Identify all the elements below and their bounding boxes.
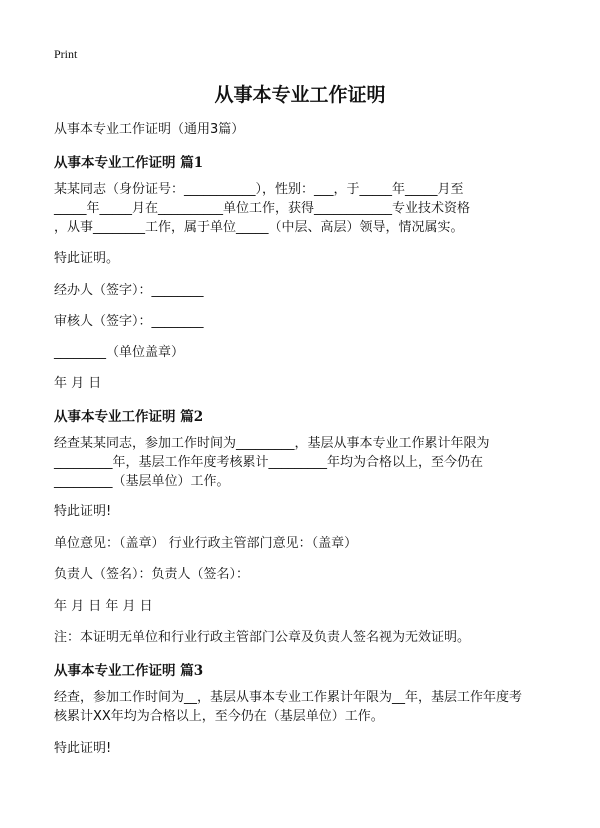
subtitle: 从事本专业工作证明（通用3篇） <box>54 122 245 137</box>
section1-handler-signature: 经办人（签字）：________ <box>54 283 204 298</box>
section1-certify: 特此证明。 <box>54 251 120 266</box>
section2-heading: 从事本专业工作证明 篇2 <box>54 409 204 425</box>
print-label: Print <box>54 47 78 61</box>
section1-seal: ________（单位盖章） <box>54 345 185 360</box>
section2-date: 年 月 日 年 月 日 <box>54 599 153 614</box>
section2-certify: 特此证明! <box>54 504 112 519</box>
section2-line1: 经查某某同志，参加工作时间为_________，基层从事本专业工作累计年限为 <box>54 436 490 451</box>
document-title: 从事本专业工作证明 <box>214 84 386 106</box>
section1-line3: ，从事________工作，属于单位_____（中层、高层）领导，情况属实。 <box>54 220 464 235</box>
section3-heading: 从事本专业工作证明 篇3 <box>54 663 204 679</box>
section1-line1: 某某同志（身份证号：___________），性别：___，于_____年_____月至 <box>54 182 464 197</box>
section2-responsible: 负责人（签名）：负责人（签名）： <box>54 567 250 582</box>
section1-date: 年 月 日 <box>54 376 102 391</box>
section1-heading: 从事本专业工作证明 篇1 <box>54 155 204 171</box>
section2-line2: _________年，基层工作年度考核累计_________年均为合格以上，至今仍在 <box>54 455 484 470</box>
section2-note: 注：本证明无单位和行业行政主管部门公章及负责人签名视为无效证明。 <box>54 630 471 645</box>
section1-line2: _____年_____月在__________单位工作，获得____________专业技术资格 <box>54 201 471 216</box>
section3-line1: 经查，参加工作时间为__，基层从事本专业工作累计年限为__年，基层工作年度考 <box>54 690 523 705</box>
section3-certify: 特此证明! <box>54 741 112 756</box>
section1-reviewer-signature: 审核人（签字）：________ <box>54 314 204 329</box>
section2-opinion: 单位意见：（盖章） 行业行政主管部门意见：（盖章） <box>54 536 358 551</box>
section2-line3: _________（基层单位）工作。 <box>54 474 230 489</box>
section3-line2: 核累计XX年均为合格以上，至今仍在（基层单位）工作。 <box>54 709 384 724</box>
